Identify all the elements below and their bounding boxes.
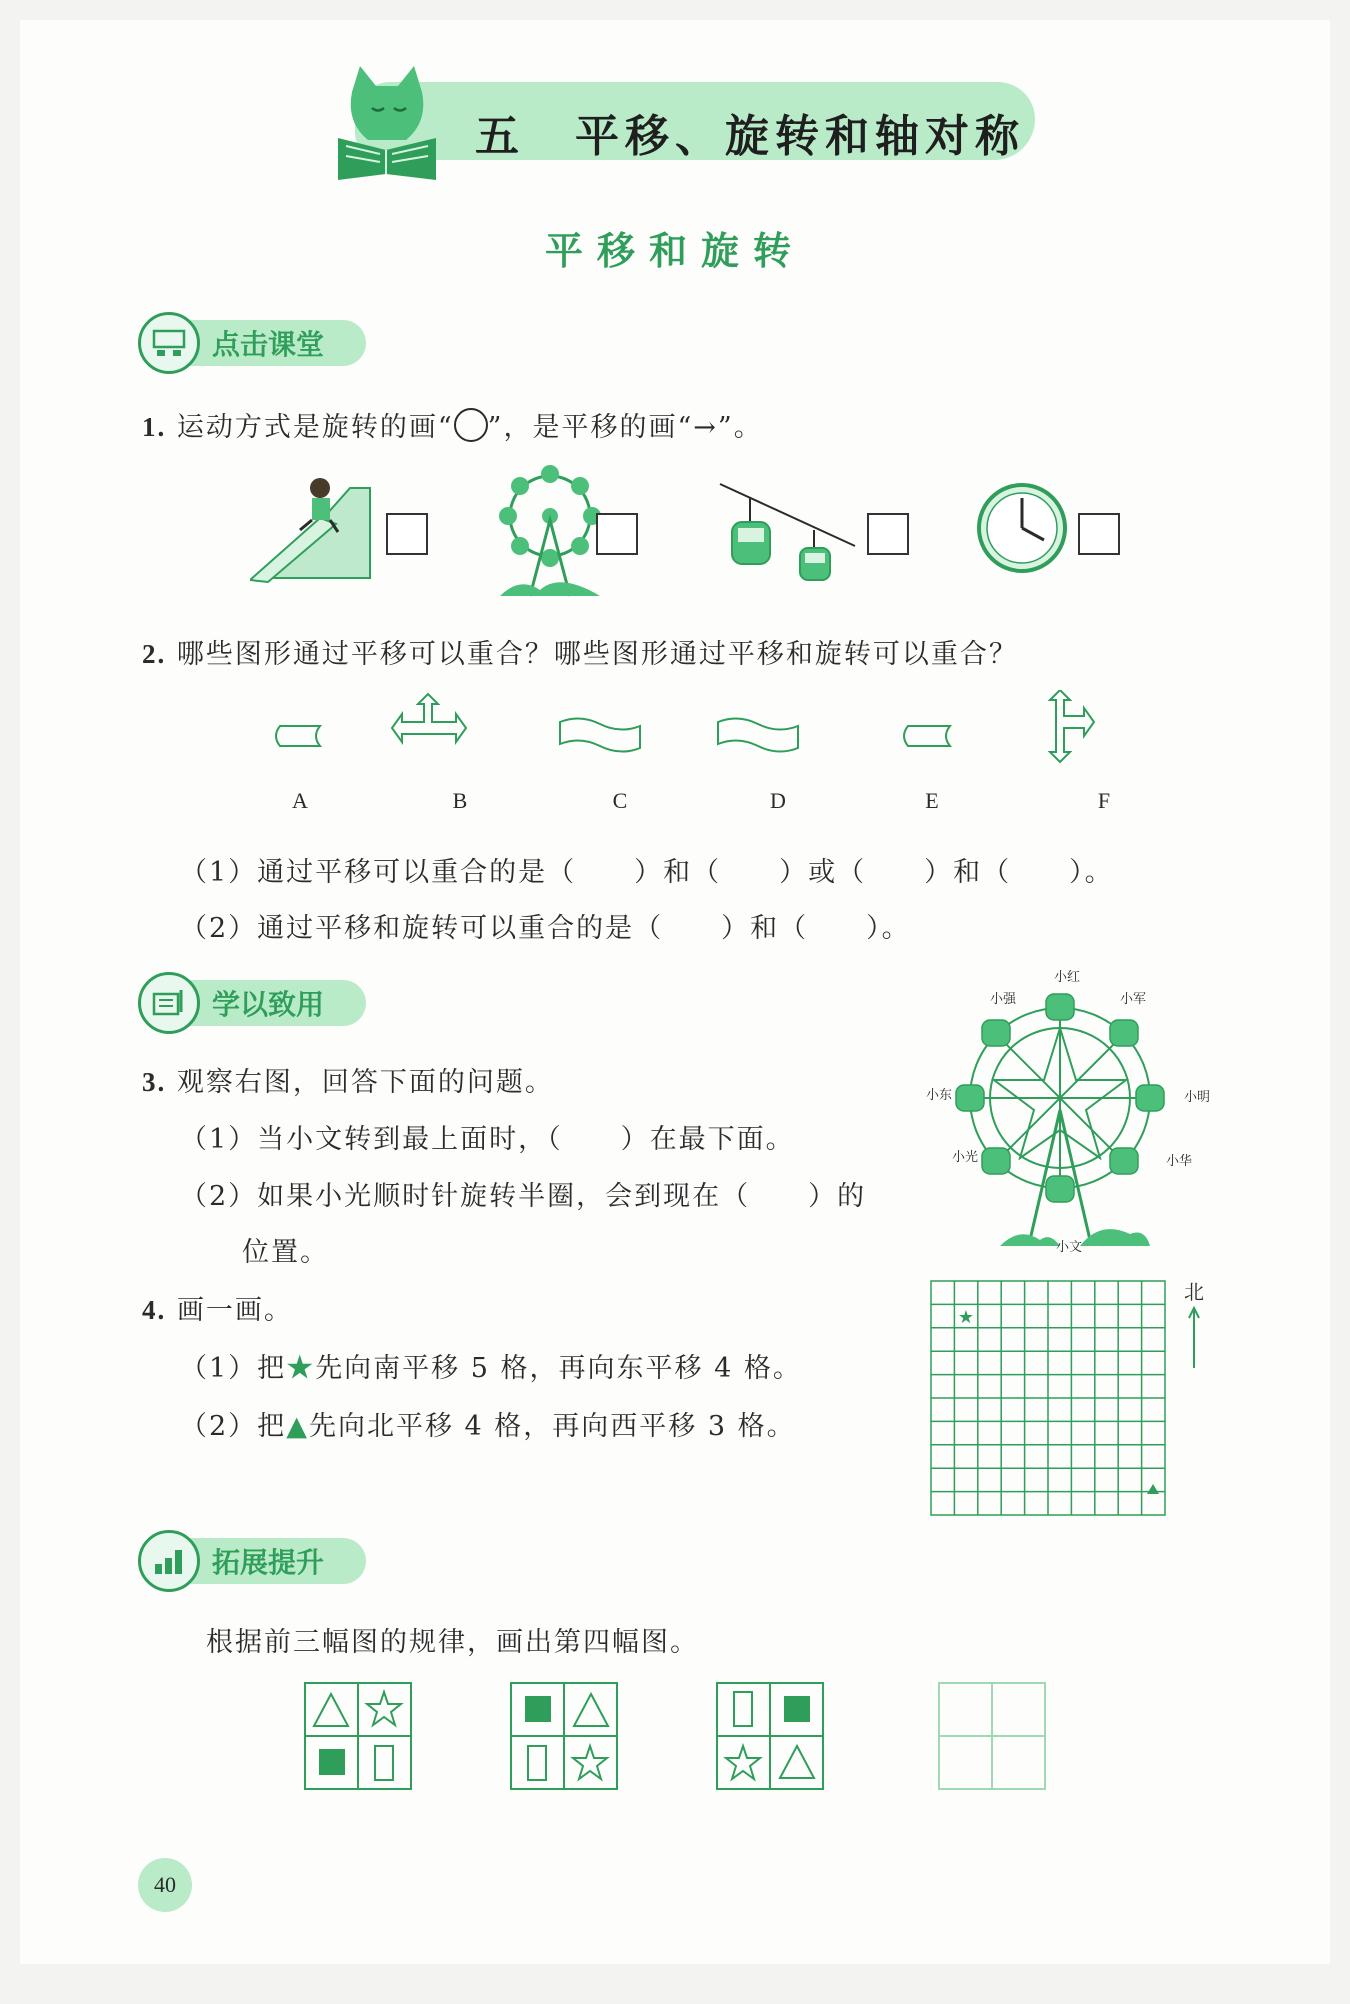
clock-illustration	[974, 480, 1070, 576]
question-1	[142, 405, 763, 444]
question-number: 1.	[142, 412, 167, 442]
question-3	[142, 1060, 554, 1099]
shape-label-a: A	[292, 788, 308, 813]
ferris-wheel-diagram	[900, 950, 1220, 1270]
question-text: （1）把	[180, 1353, 287, 1384]
chapter-title: 五 平移、旋转和轴对称	[475, 111, 1025, 162]
question-number: 4.	[142, 1295, 167, 1325]
north-arrow-icon	[1186, 1306, 1202, 1370]
shape-label-f: F	[1097, 788, 1111, 813]
slide-illustration	[250, 468, 390, 588]
answer-box[interactable]	[1078, 513, 1120, 555]
question-text: 先向南平移 5 格，再向东平移 4 格。	[315, 1353, 802, 1384]
question-2-sub-1: （1）通过平移可以重合的是（ ）和（ ）或（ ）和（ ）。	[180, 857, 1114, 888]
section-pill-tuozhan	[146, 1538, 366, 1584]
question-text: 画一画。	[176, 1295, 293, 1326]
wheel-name-top-left: 小强	[990, 992, 1017, 1007]
question-5: 根据前三幅图的规律，画出第四幅图。	[206, 1627, 699, 1658]
answer-box[interactable]	[386, 513, 428, 555]
grid-star: ★	[957, 1307, 975, 1328]
workbook-page	[20, 20, 1330, 1964]
question-4-sub-1	[180, 1346, 802, 1385]
cable-car-illustration	[710, 468, 860, 588]
question-text: （2）把	[180, 1411, 287, 1442]
drawing-grid[interactable]	[930, 1280, 1170, 1520]
shape-label-d: D	[770, 788, 786, 813]
question-number: 3.	[142, 1067, 167, 1097]
section-pill-xueyi	[146, 980, 366, 1026]
question-number: 2.	[142, 639, 167, 669]
growth-chart-icon	[138, 1530, 200, 1592]
section-label: 学以致用	[212, 988, 325, 1021]
question-4	[142, 1288, 293, 1327]
pattern-sequence	[304, 1682, 1064, 1792]
wheel-name-left: 小东	[926, 1088, 953, 1103]
question-text: 先向北平移 4 格，再向西平移 3 格。	[308, 1411, 796, 1442]
ferris-wheel-illustration	[490, 460, 610, 600]
wheel-name-bottom-left: 小光	[952, 1150, 979, 1165]
north-label: 北	[1184, 1280, 1204, 1304]
shape-label-b: B	[452, 788, 468, 813]
book-pen-icon	[138, 972, 200, 1034]
section-title: 平移和旋转	[544, 229, 805, 273]
wheel-name-top-right: 小军	[1120, 992, 1147, 1007]
cat-reading-icon	[332, 62, 442, 182]
answer-box[interactable]	[596, 513, 638, 555]
question-2	[142, 632, 1018, 671]
shape-c	[560, 718, 640, 751]
section-label: 点击课堂	[212, 328, 325, 361]
shape-e	[904, 726, 950, 746]
triangle-icon: ▲	[286, 1411, 309, 1442]
shape-label-c: C	[612, 788, 628, 813]
question-text: 哪些图形通过平移可以重合？哪些图形通过平移和旋转可以重合？	[176, 639, 1018, 670]
question-3-sub-2-cont: 位置。	[242, 1237, 329, 1268]
section-label: 拓展提升	[212, 1546, 325, 1579]
question-text: 观察右图，回答下面的问题。	[176, 1067, 554, 1098]
question-3-sub-2: （2）如果小光顺时针旋转半圈，会到现在（ ）的	[180, 1181, 867, 1212]
wheel-name-bottom-right: 小华	[1166, 1154, 1193, 1169]
circle-symbol	[454, 408, 488, 442]
shapes-row	[260, 690, 1150, 800]
shape-d	[718, 718, 798, 751]
question-3-sub-1: （1）当小文转到最上面时，（ ）在最下面。	[180, 1124, 795, 1155]
shape-f	[1050, 690, 1094, 762]
shape-label-e: E	[925, 788, 939, 813]
section-pill-dianji	[146, 320, 366, 366]
wheel-name-right: 小明	[1184, 1090, 1211, 1105]
wheel-name-bottom: 小文	[1056, 1240, 1083, 1255]
answer-box[interactable]	[867, 513, 909, 555]
grid-triangle	[1147, 1484, 1159, 1494]
question-2-sub-2: （2）通过平移和旋转可以重合的是（ ）和（ ）。	[180, 913, 911, 944]
wheel-name-top: 小红	[1054, 970, 1081, 985]
shape-b	[392, 694, 466, 742]
shape-a	[276, 726, 320, 746]
question-text: ”，是平移的画“→”。	[487, 412, 763, 443]
star-icon: ★	[286, 1353, 316, 1384]
classroom-icon	[138, 312, 200, 374]
page-number: 40	[138, 1858, 192, 1912]
question-text: 运动方式是旋转的画“	[176, 412, 454, 443]
question-4-sub-2	[180, 1404, 796, 1443]
